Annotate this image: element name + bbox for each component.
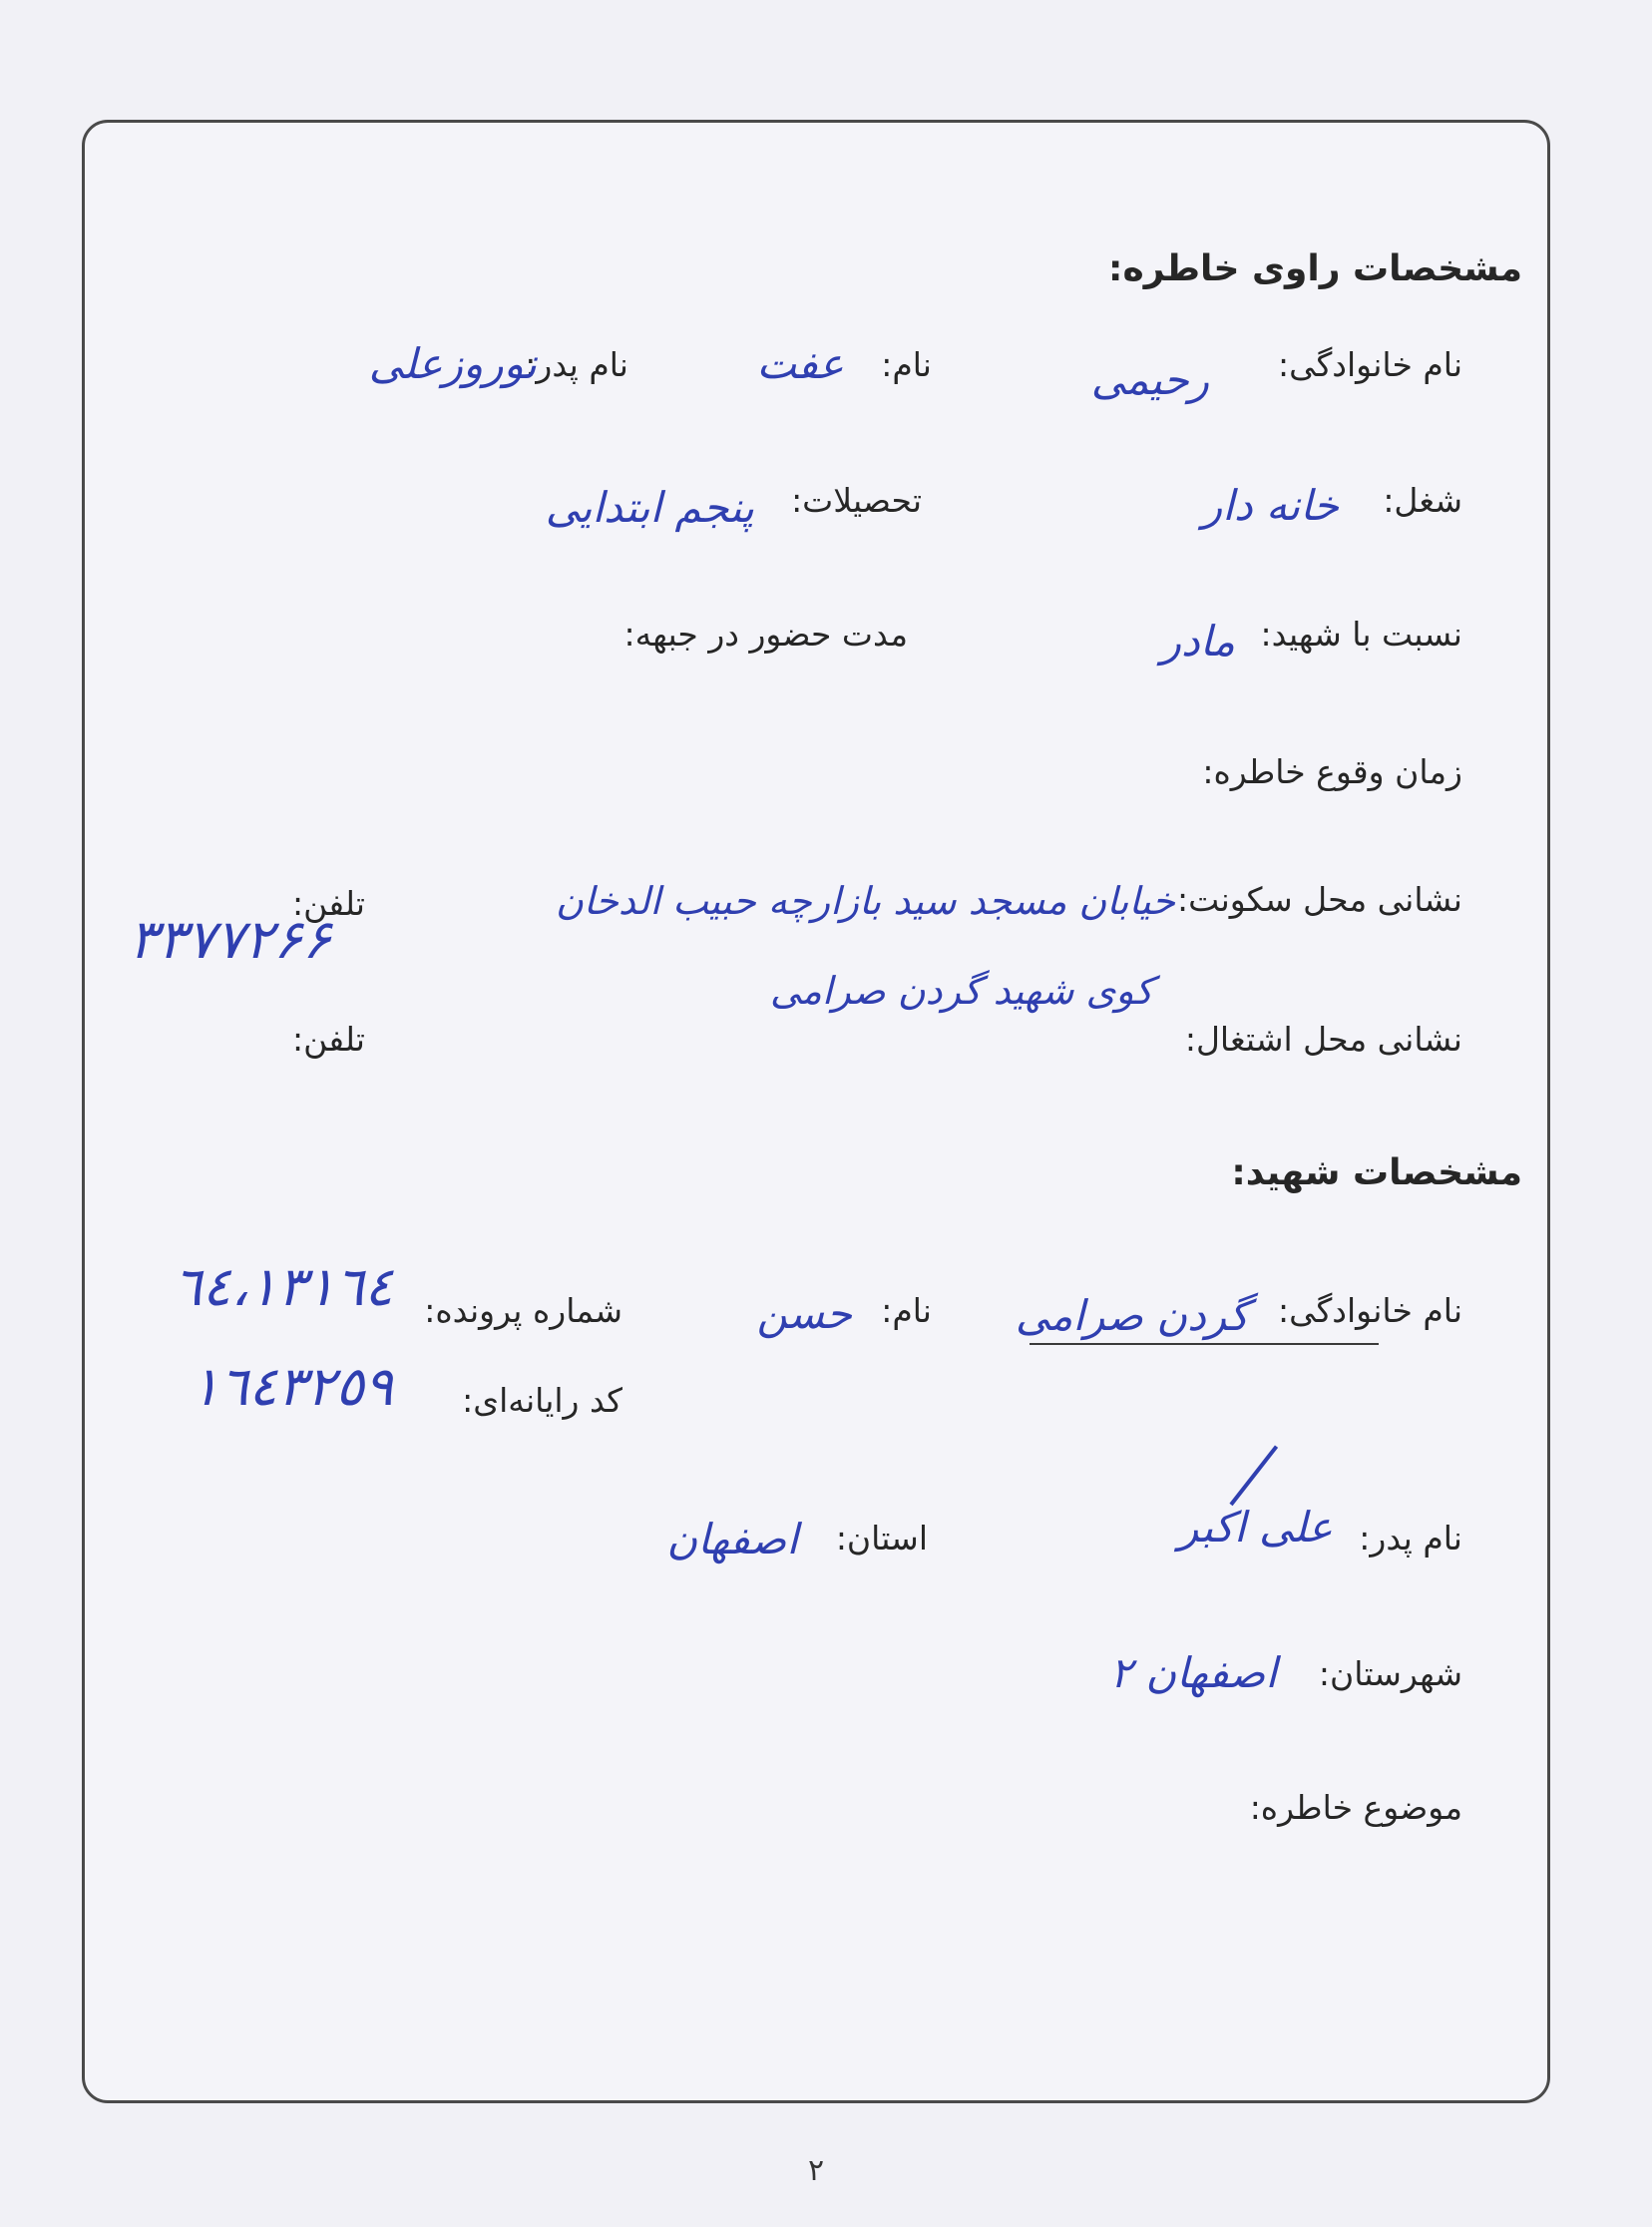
martyr-province-label: استان: [835, 1519, 928, 1558]
narrator-first-name-value: عفت [756, 339, 844, 388]
narrator-family-name-label: نام خانوادگی: [1277, 345, 1462, 384]
narrator-father-name-label: نام پدر: [525, 345, 628, 384]
martyr-family-name-value: گردن صرامی [1015, 1291, 1249, 1340]
narrator-home-phone-value: ۳۳۷۷۲۶۶ [128, 908, 331, 971]
narrator-relation-value: مادر [1160, 617, 1235, 666]
martyr-city-label: شهرستان: [1318, 1654, 1462, 1693]
martyr-computer-code-label: کد رایانه‌ای: [462, 1381, 622, 1420]
martyr-file-number-value: ٦٤،١٣١٦٤ [173, 1255, 393, 1318]
narrator-work-phone-label: تلفن: [291, 1020, 365, 1059]
martyr-heading: مشخصات شهید: [1231, 1152, 1522, 1193]
narrator-job-value: خانه دار [1202, 481, 1339, 530]
martyr-computer-code-value: ١٦٤٣٢٥٩ [190, 1355, 393, 1418]
martyr-first-name-label: نام: [881, 1291, 932, 1330]
file-number-underline [1030, 1343, 1379, 1345]
narrator-home-address-label: نشانی محل سکونت: [1177, 880, 1462, 919]
narrator-heading: مشخصات راوی خاطره: [1108, 248, 1522, 289]
martyr-file-number-label: شماره پرونده: [424, 1291, 622, 1330]
martyr-father-name-label: نام پدر: [1359, 1519, 1462, 1558]
narrator-work-address-label: نشانی محل اشتغال: [1184, 1020, 1462, 1059]
martyr-city-value: اصفهان ۲ [1109, 1648, 1277, 1697]
martyr-first-name-value: حسن [756, 1289, 852, 1338]
narrator-family-name-value: رحیمی [1090, 355, 1209, 404]
narrator-job-label: شغل: [1383, 481, 1462, 520]
narrator-home-address-line2: کوی شهید گردن صرامی [769, 969, 1153, 1013]
narrator-education-label: تحصیلات: [791, 481, 922, 520]
martyr-family-name-label: نام خانوادگی: [1277, 1291, 1462, 1330]
page-number: ۲ [807, 2153, 825, 2188]
narrator-home-address-line1: خیابان مسجد سید بازارچه حبیب الدخان [555, 879, 1175, 923]
martyr-father-name-value: علی اکبر [1178, 1503, 1333, 1552]
narrator-first-name-label: نام: [881, 345, 932, 384]
narrator-home-phone-label: تلفن: [291, 884, 365, 923]
narrator-relation-label: نسبت با شهید: [1260, 615, 1462, 654]
narrator-father-name-value: نوروزعلی [368, 339, 537, 388]
narrator-memory-time-label: زمان وقوع خاطره: [1202, 752, 1462, 791]
narrator-education-value: پنجم ابتدایی [545, 483, 754, 532]
narrator-front-duration-label: مدت حضور در جبهه: [623, 615, 908, 654]
martyr-province-value: اصفهان [666, 1515, 798, 1563]
martyr-memory-subject-label: موضوع خاطره: [1249, 1788, 1462, 1827]
